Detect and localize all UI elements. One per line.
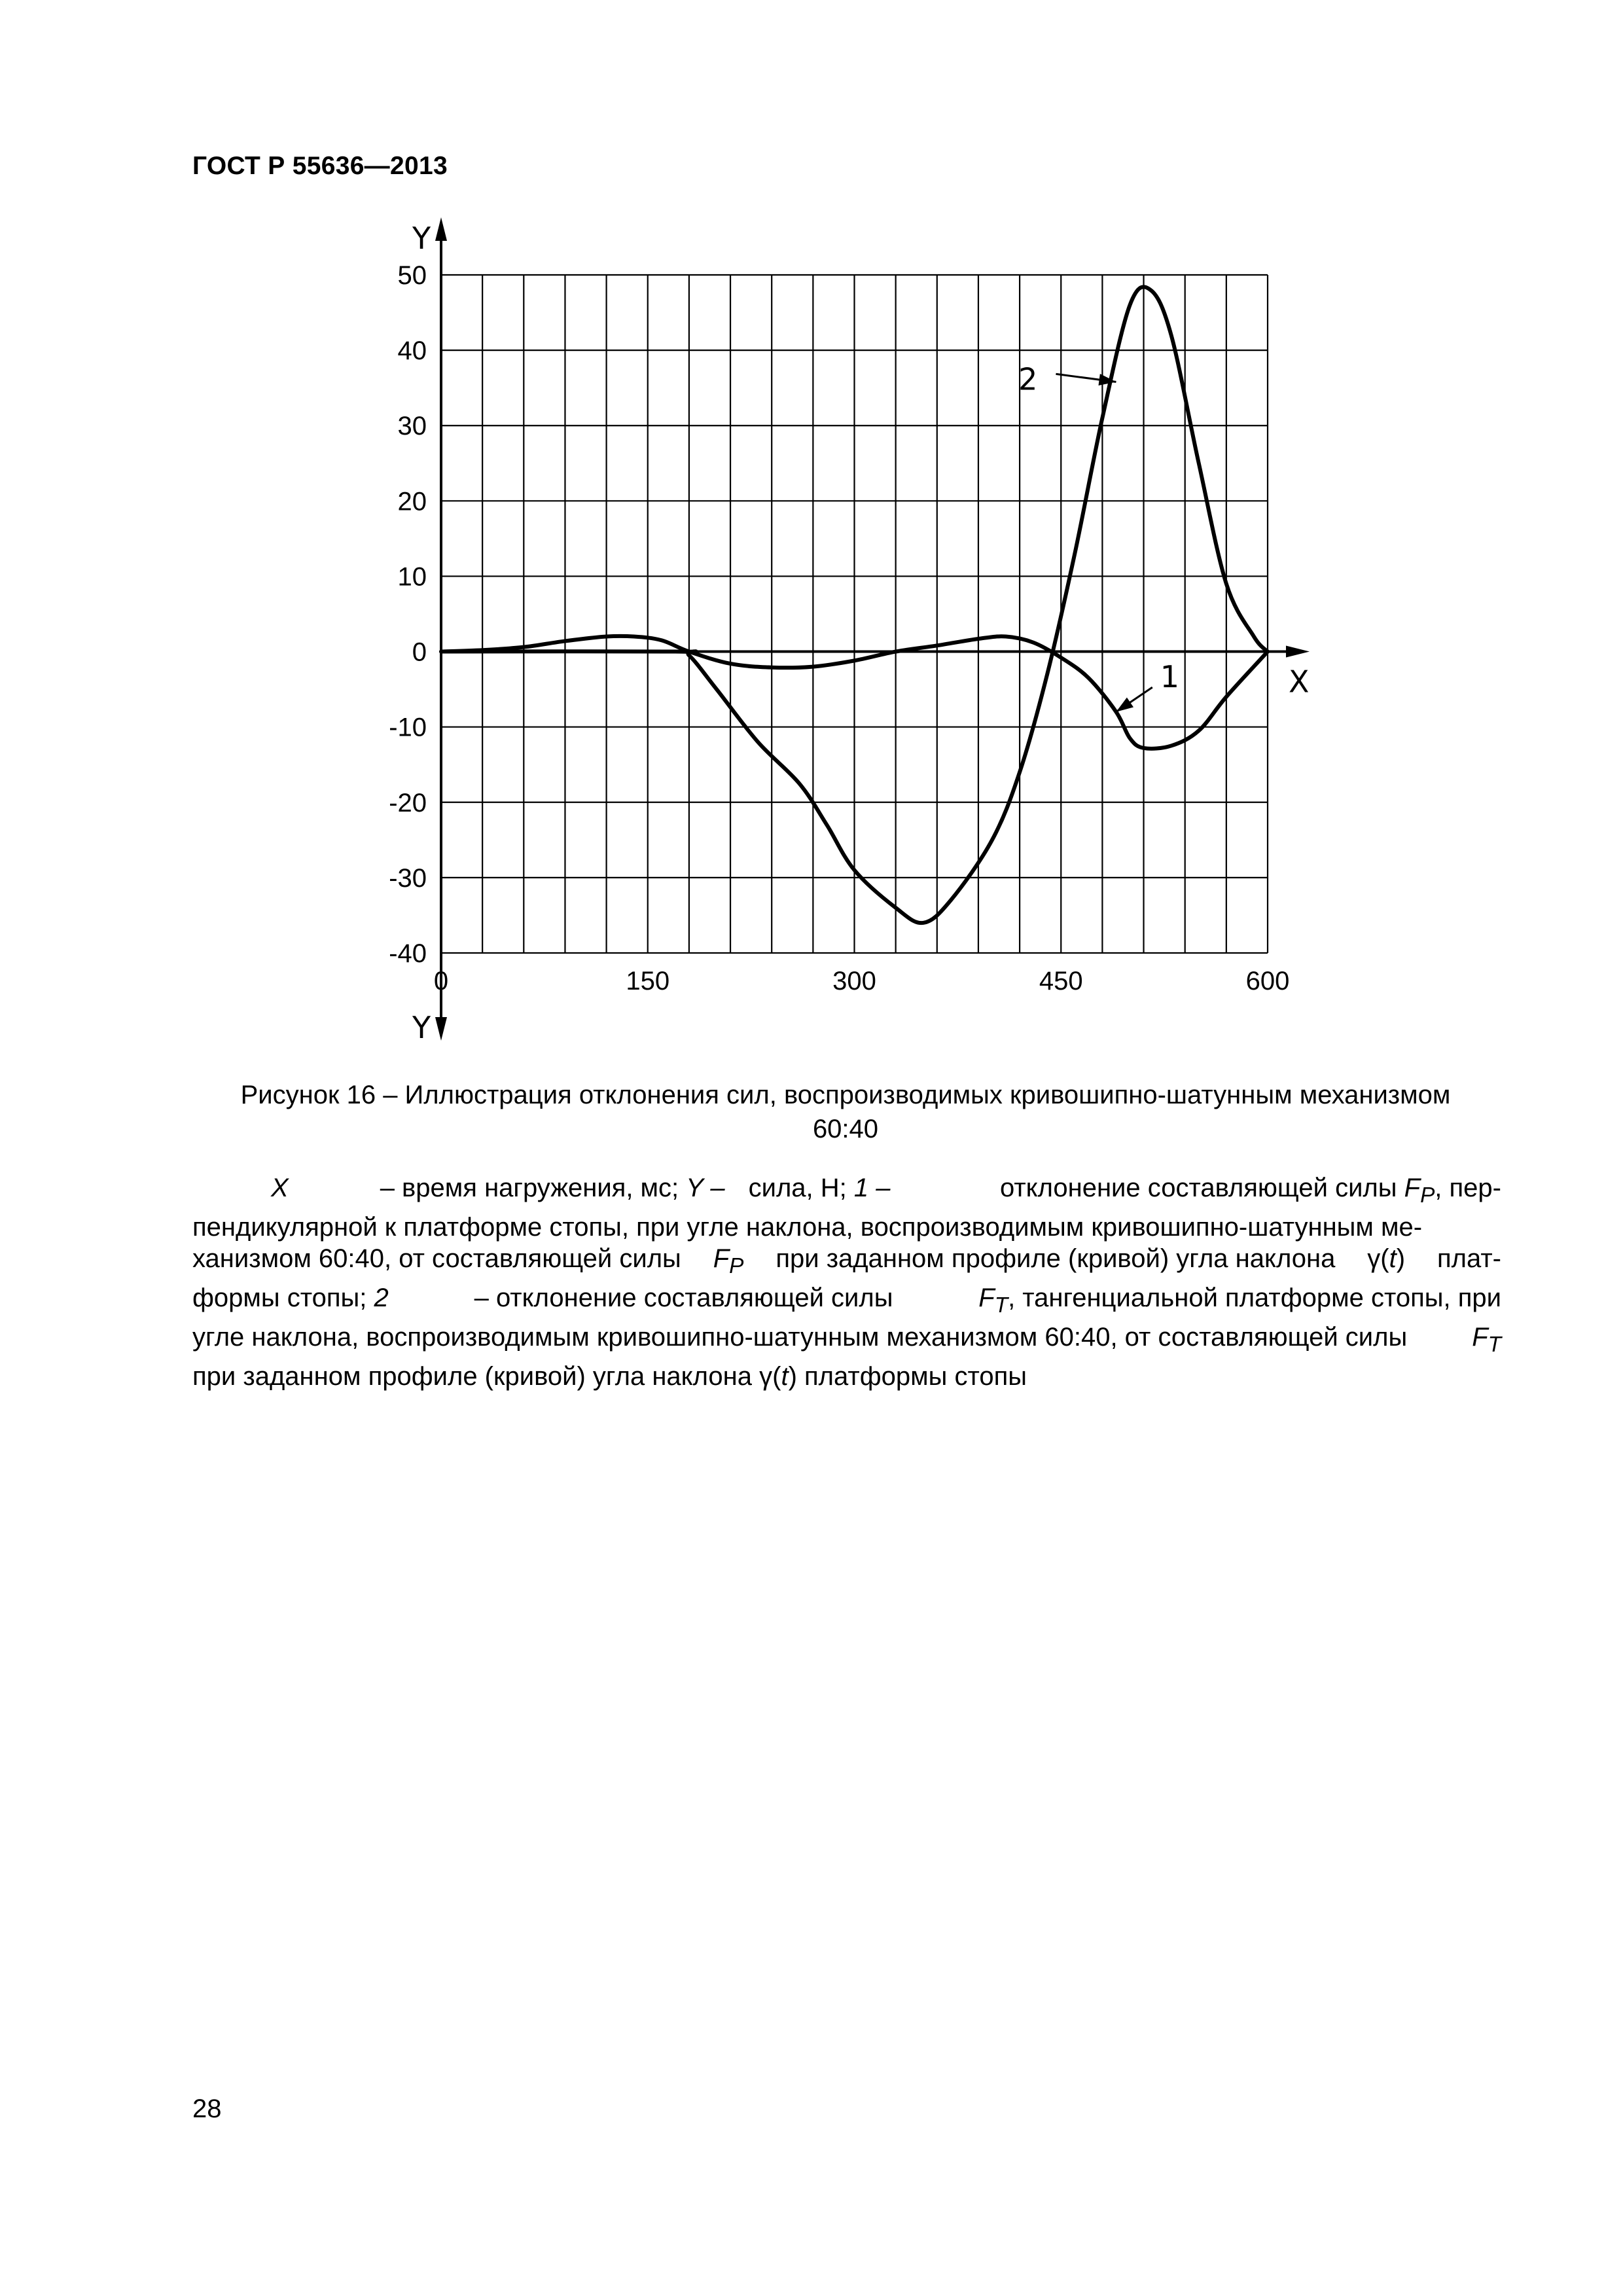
- caption-line-1: Рисунок 16 – Иллюстрация отклонения сил, воспроизводимых кривошипно-шатунным механизмом: [240, 1081, 1451, 1109]
- legend-line-5: [192, 1321, 1501, 1361]
- callout-label-2: 2: [1018, 361, 1038, 397]
- paren-close: ): [1396, 1244, 1406, 1273]
- x-axis-arrow: [1286, 646, 1310, 658]
- fp-subscript-2: P: [729, 1254, 744, 1278]
- legend-line-6-b: платформы стопы: [804, 1362, 1027, 1391]
- ft-symbol: F: [978, 1283, 995, 1312]
- y-tick-label: -10: [389, 713, 427, 742]
- legend-line-6: [192, 1361, 1501, 1392]
- gamma-symbol: γ: [1367, 1244, 1381, 1273]
- legend-ft-ref-2: [1472, 1321, 1501, 1361]
- legend-line-1: [192, 1172, 1501, 1211]
- legend-line-3-a: ханизмом 60:40, от составляющей силы: [192, 1244, 681, 1273]
- legend-fp-ref: [713, 1243, 744, 1282]
- chart-callouts: [1018, 361, 1179, 711]
- y-tick-label: 10: [397, 562, 427, 592]
- legend-line-4-a: формы стопы;: [192, 1283, 367, 1312]
- gamma-symbol-2: γ: [759, 1362, 773, 1391]
- y-axis-name-top: Y: [412, 221, 431, 256]
- legend-item2-num: 2: [374, 1283, 389, 1312]
- figure-caption: [192, 1078, 1499, 1146]
- x-axis-name: X: [1289, 664, 1310, 700]
- legend-item1-entry: [1000, 1172, 1501, 1211]
- y-axis-name-bottom: Y: [412, 1010, 431, 1045]
- y-tick-label: -40: [389, 939, 427, 968]
- y-axis-arrow-up: [435, 217, 447, 241]
- x-tick-label: 0: [433, 967, 449, 996]
- legend-line-5-a: угле наклона, воспроизводимым кривошипно-шатунным механизмом 60:40, от составляющей силы: [192, 1323, 1408, 1352]
- legend-gamma-t-2: [759, 1361, 797, 1392]
- legend-item2-entry: [192, 1282, 389, 1321]
- x-tick-label: 450: [1039, 967, 1083, 996]
- legend-item1-tail: , пер-: [1435, 1174, 1501, 1202]
- paren-open-2: (: [772, 1362, 781, 1391]
- ft-subscript-2: T: [1488, 1333, 1501, 1357]
- force-deviation-chart: [0, 0, 1623, 1073]
- ft-subscript: T: [994, 1293, 1008, 1318]
- paren-open: (: [1380, 1244, 1389, 1273]
- legend-line-4-b: – отклонение составляющей силы: [474, 1283, 893, 1312]
- legend-line-2: [192, 1211, 1501, 1243]
- paren-close-2: ): [788, 1362, 797, 1391]
- legend-line-3: [192, 1243, 1501, 1282]
- legend-line-3-c: плат-: [1436, 1244, 1501, 1273]
- callout-label-1: 1: [1160, 659, 1180, 695]
- page-number: 28: [192, 2094, 222, 2123]
- legend-y-desc: сила, Н;: [748, 1174, 847, 1202]
- y-tick-label: 50: [397, 261, 427, 290]
- y-tick-label: 30: [397, 412, 427, 441]
- fp-symbol: F: [1404, 1174, 1421, 1202]
- legend-item1-num: 1 –: [853, 1174, 891, 1202]
- legend-ft-ref: [978, 1282, 1501, 1321]
- legend-item1-text: отклонение составляющей силы: [999, 1174, 1397, 1202]
- legend-line-6-a: при заданном профиле (кривой) угла наклона: [192, 1362, 752, 1391]
- caption-line-2: 60:40: [812, 1115, 879, 1143]
- y-tick-label: -30: [389, 863, 427, 893]
- y-tick-label: 20: [397, 487, 427, 516]
- y-tick-label: 40: [397, 336, 427, 366]
- legend-gamma-t: [1367, 1243, 1405, 1282]
- ft-symbol-2: F: [1472, 1323, 1488, 1352]
- x-tick-label: 300: [832, 967, 876, 996]
- legend-x-entry: [192, 1172, 891, 1211]
- figure-legend: [192, 1172, 1501, 1392]
- legend-line-4: [192, 1282, 1501, 1321]
- y-tick-label: -20: [389, 788, 427, 817]
- t-var: t: [1389, 1244, 1397, 1273]
- legend-y-var: Y –: [686, 1174, 725, 1202]
- fp-symbol-2: F: [713, 1244, 730, 1273]
- legend-x-var: X: [271, 1174, 289, 1202]
- legend-line-2-text: пендикулярной к платформе стопы, при угле наклона, воспроизводимым кривошипно-шатунным ме-: [192, 1213, 1423, 1242]
- y-tick-label: 0: [412, 637, 427, 667]
- chart-grid: [441, 275, 1268, 953]
- x-tick-label: 600: [1245, 967, 1290, 996]
- legend-line-3-b: при заданном профиле (кривой) угла наклона: [776, 1244, 1336, 1273]
- callout-arrow-1: [1116, 698, 1133, 712]
- legend-x-desc: – время нагружения, мс;: [380, 1174, 679, 1202]
- t-var-2: t: [781, 1362, 789, 1391]
- fp-subscript: P: [1420, 1183, 1435, 1208]
- x-tick-label: 150: [626, 967, 670, 996]
- document-header: ГОСТ Р 55636—2013: [192, 152, 448, 180]
- y-axis-arrow-down: [435, 1017, 447, 1041]
- legend-line-4-c: , тангенциальной платформе стопы, при: [1008, 1283, 1501, 1312]
